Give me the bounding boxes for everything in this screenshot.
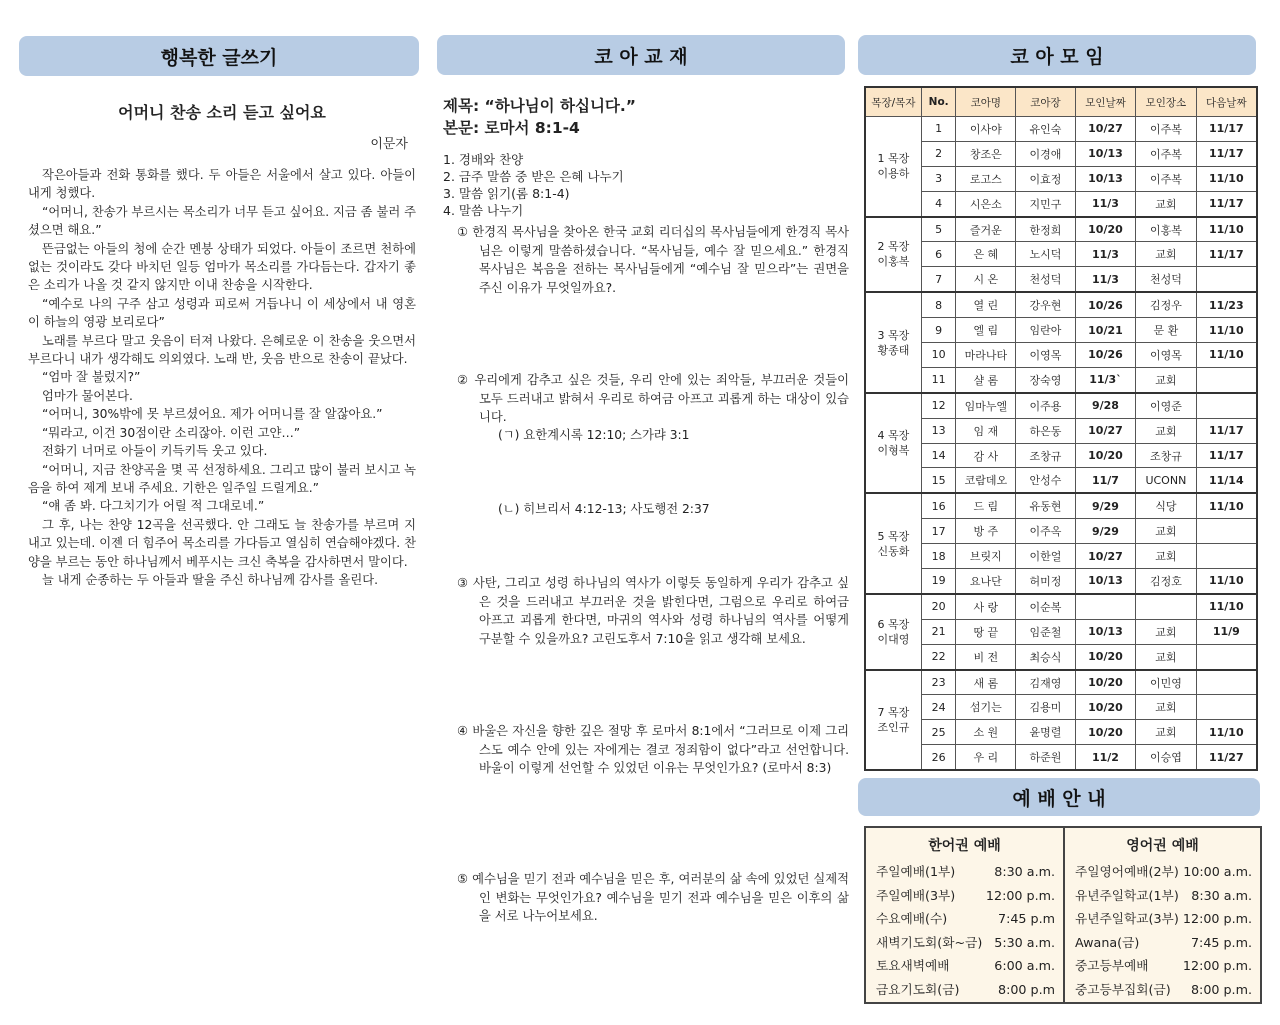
worship-time: 8:30 a.m.	[994, 864, 1055, 879]
col-header: 다음날짜	[1196, 87, 1257, 117]
group-label	[865, 594, 921, 670]
table-cell: 12	[921, 393, 956, 418]
worship-name: 금요기도회(금)	[876, 981, 960, 997]
table-cell: 교회	[1136, 519, 1196, 544]
essay-paragraph: “어머니, 지금 찬양곡을 몇 곡 선정하세요. 그리고 많이 불러 보시고 녹음을 하여 제게 보내 주세요. 기한은 일주일 드릴게요.”	[28, 462, 417, 495]
table-cell: 임준철	[1016, 619, 1076, 644]
lesson-text: 본문: 로마서 8:1-4	[443, 119, 580, 137]
col-header: 모인장소	[1136, 87, 1196, 117]
table-cell: 9/28	[1075, 393, 1135, 418]
table-cell: 이주복	[1136, 117, 1196, 142]
group-leader: 황종태	[877, 343, 910, 357]
worship-name: 새벽기도회(화~금)	[876, 934, 983, 950]
table-cell: 임마누엘	[956, 393, 1016, 418]
table-cell: 허미정	[1016, 569, 1076, 594]
table-cell: 11/10	[1196, 594, 1257, 619]
table-cell: 이민영	[1136, 670, 1196, 695]
table-cell: 22	[921, 644, 956, 669]
material-header: 코 아 교 재	[437, 35, 845, 75]
table-cell: 10/20	[1075, 695, 1135, 720]
worship-row	[866, 907, 1063, 931]
table-cell	[1196, 670, 1257, 695]
meeting-table-wrap	[864, 86, 1258, 771]
worship-name: 중고등부예배	[1075, 958, 1149, 973]
worship-time: 8:00 p.m.	[1190, 981, 1252, 997]
table-cell: 11/17	[1196, 418, 1257, 443]
table-cell: 11/7	[1075, 468, 1135, 493]
table-cell: 이한얼	[1016, 544, 1076, 569]
group-leader: 신동화	[877, 544, 910, 558]
table-cell: 방 주	[956, 519, 1016, 544]
group-name: 5 목장	[877, 529, 910, 543]
table-cell: 10/20	[1075, 644, 1135, 669]
table-cell: 11/10	[1196, 318, 1257, 343]
table-cell: 10/27	[1075, 117, 1135, 142]
table-cell: 9	[921, 318, 956, 343]
table-cell: 브릿지	[956, 544, 1016, 569]
table-cell: 11/3	[1075, 191, 1135, 216]
table-row	[865, 594, 1257, 619]
essay-column	[28, 92, 416, 589]
table-cell: 즐거운	[956, 217, 1016, 242]
table-cell: 11/10	[1196, 720, 1257, 745]
table-cell: 15	[921, 468, 956, 493]
essay-paragraph: 그 후, 나는 찬양 12곡을 선곡했다. 안 그래도 늘 찬송가를 부르며 지내고 있는데. 이젠 더 힘주어 목소리를 가다듬고 열심히 연습해야겠다. 찬양을 부르는 동안 하나님께서 베푸시는 크신 축복을 감사하면서 말이다.	[28, 517, 416, 569]
essay-paragraph: 작은아들과 전화 통화를 했다. 두 아들은 서울에서 살고 있다. 아들이 내게 청했다.	[28, 168, 416, 201]
worship-row	[866, 931, 1063, 955]
table-cell: 이주옥	[1016, 519, 1076, 544]
table-cell: 안성수	[1016, 468, 1076, 493]
col-header: 코아장	[1016, 87, 1076, 117]
table-cell: 10/13	[1075, 166, 1135, 191]
outline-item: 2. 금주 말씀 중 받은 은혜 나누기	[443, 169, 624, 184]
worship-time: 6:00 a.m.	[994, 958, 1055, 973]
worship-time: 8:30 a.m.	[1191, 887, 1252, 903]
table-cell: 11/10	[1196, 569, 1257, 594]
table-cell: 창조은	[956, 141, 1016, 166]
table-cell: 열 린	[956, 292, 1016, 317]
table-cell: 11/14	[1196, 468, 1257, 493]
table-cell: 3	[921, 166, 956, 191]
worship-name: 토요새벽예배	[876, 958, 950, 973]
table-cell: 26	[921, 745, 956, 770]
table-cell: 코람데오	[956, 468, 1016, 493]
worship-row	[866, 978, 1063, 1002]
table-cell: 최승식	[1016, 644, 1076, 669]
worship-time: 8:00 p.m	[998, 981, 1055, 997]
meeting-table	[864, 86, 1258, 771]
group-name: 2 목장	[877, 240, 910, 254]
worship-time: 12:00 p.m.	[1182, 958, 1252, 973]
table-cell: 24	[921, 695, 956, 720]
table-cell: 11/17	[1196, 117, 1257, 142]
outline-item: 3. 말씀 읽기(롬 8:1-4)	[443, 186, 570, 201]
table-cell: 유동현	[1016, 493, 1076, 518]
outline-item: 4. 말씀 나누기	[443, 203, 524, 218]
table-cell: 11/3`	[1075, 367, 1135, 392]
table-cell: 천성덕	[1136, 267, 1196, 292]
table-cell: 11/17	[1196, 191, 1257, 216]
essay-paragraph: 전화기 너머로 아들이 키득키득 웃고 있다.	[42, 444, 268, 459]
table-cell: 이사야	[956, 117, 1016, 142]
worship-name: 유년주일학교(1부)	[1075, 887, 1179, 903]
table-cell: 10/13	[1075, 619, 1135, 644]
table-cell: 1	[921, 117, 956, 142]
table-cell: 18	[921, 544, 956, 569]
table-cell: 13	[921, 418, 956, 443]
table-cell: 11/3	[1075, 242, 1135, 267]
essay-paragraph: 뜬금없는 아들의 청에 순간 멘붕 상태가 되었다. 아들이 조르면 천하에 없는 것이라도 갖다 바치던 일등 엄마가 목소리를 가다듬는다. 갑자기 좋은 소리가 나올 것 같지 않지만 이내 찬송을 시작한다.	[28, 241, 416, 293]
table-row	[865, 191, 1257, 216]
group-name: 4 목장	[877, 429, 910, 443]
table-cell: UCONN	[1136, 468, 1196, 493]
meeting-header: 코 아 모 임	[858, 35, 1256, 75]
table-row	[865, 493, 1257, 518]
essay-paragraph: 엄마가 물어본다.	[42, 388, 133, 403]
essay-paragraph: “예수로 나의 구주 삼고 성령과 피로써 거듭나니 이 세상에서 내 영혼이 하늘의 영광 보리로다”	[28, 296, 416, 330]
worship-name: 수요예배(수)	[876, 911, 948, 926]
table-cell: 8	[921, 292, 956, 317]
table-row	[865, 695, 1257, 720]
table-cell: 지민구	[1016, 191, 1076, 216]
question-4: ④ 바울은 자신을 향한 깊은 절망 후 로마서 8:1에서 “그러므로 이제 그리스도 예수 안에 있는 자에게는 결코 정죄함이 없다”라고 선언합니다. 바울이 이렇게 선언할 수 있었던 이유는 무엇인가요? (로마서 8:3)	[457, 724, 849, 776]
table-row	[865, 443, 1257, 468]
table-cell: 16	[921, 493, 956, 518]
table-cell: 이승엽	[1136, 745, 1196, 770]
group-label	[865, 217, 921, 293]
group-name: 7 목장	[877, 705, 910, 719]
table-row	[865, 367, 1257, 392]
group-label	[865, 117, 921, 217]
table-cell: 17	[921, 519, 956, 544]
worship-schedule	[864, 826, 1262, 1004]
table-cell: 임 재	[956, 418, 1016, 443]
korean-worship	[866, 828, 1065, 1002]
essay-paragraph: “어머니, 찬송가 부르시는 목소리가 너무 듣고 싶어요. 지금 좀 불러 주셨으면 해요.”	[28, 204, 417, 238]
table-cell: 5	[921, 217, 956, 242]
table-cell: 교회	[1136, 544, 1196, 569]
table-cell	[1136, 594, 1196, 619]
table-row	[865, 141, 1257, 166]
english-worship	[1065, 828, 1260, 1002]
essay-title: 어머니 찬송 소리 듣고 싶어요	[118, 103, 326, 122]
table-row	[865, 544, 1257, 569]
group-label	[865, 493, 921, 594]
worship-row	[1065, 907, 1260, 931]
table-cell: 10	[921, 343, 956, 368]
table-cell: 2	[921, 141, 956, 166]
worship-header: 예 배 안 내	[858, 778, 1260, 816]
group-leader: 이대영	[877, 632, 910, 646]
table-row	[865, 644, 1257, 669]
table-cell: 10/20	[1075, 670, 1135, 695]
table-cell: 문 환	[1136, 318, 1196, 343]
table-cell: 김재영	[1016, 670, 1076, 695]
table-cell: 하준원	[1016, 745, 1076, 770]
table-cell	[1196, 544, 1257, 569]
table-row	[865, 519, 1257, 544]
table-row	[865, 619, 1257, 644]
table-cell: 20	[921, 594, 956, 619]
group-label	[865, 393, 921, 494]
table-cell: 11	[921, 367, 956, 392]
table-cell: 교회	[1136, 418, 1196, 443]
outline-item: 1. 경배와 찬양	[443, 152, 524, 167]
question-2-ref-a: (ㄱ) 요한계시록 12:10; 스가랴 3:1	[498, 428, 690, 442]
table-cell: 우 리	[956, 745, 1016, 770]
table-cell: 마라나타	[956, 343, 1016, 368]
table-cell: 11/27	[1196, 745, 1257, 770]
worship-time: 12:00 p.m.	[1182, 911, 1252, 926]
table-cell: 장숙영	[1016, 367, 1076, 392]
table-row	[865, 318, 1257, 343]
col-header: 모인날짜	[1075, 87, 1135, 117]
question-2: ② 우리에게 감추고 싶은 것들, 우리 안에 있는 죄악들, 부끄러운 것들이 모두 드러내고 밝혀서 우리로 하여금 아프고 괴롭게 하는 대상이 있습니다.	[457, 373, 849, 425]
table-cell: 9/29	[1075, 519, 1135, 544]
table-cell: 샬 롬	[956, 367, 1016, 392]
table-row	[865, 745, 1257, 770]
group-label	[865, 670, 921, 771]
table-cell	[1196, 519, 1257, 544]
worship-row	[1065, 860, 1260, 884]
table-cell: 10/20	[1075, 720, 1135, 745]
table-row	[865, 292, 1257, 317]
table-cell: 소 원	[956, 720, 1016, 745]
table-cell: 유인숙	[1016, 117, 1076, 142]
table-row	[865, 343, 1257, 368]
worship-time: 12:00 p.m.	[985, 887, 1055, 903]
table-cell: 10/26	[1075, 343, 1135, 368]
table-cell: 이주복	[1136, 141, 1196, 166]
table-cell: 강우현	[1016, 292, 1076, 317]
worship-time: 5:30 a.m.	[994, 934, 1055, 950]
table-cell: 시은소	[956, 191, 1016, 216]
group-leader: 조인규	[877, 720, 910, 734]
lesson-outline	[443, 151, 848, 219]
group-name: 3 목장	[877, 328, 910, 342]
table-cell: 교회	[1136, 367, 1196, 392]
table-cell: 이순복	[1016, 594, 1076, 619]
question-1: ① 한경직 목사님을 찾아온 한국 교회 리더십의 목사님들에게 한경직 목사님은 이렇게 말씀하셨습니다. “목사님들, 예수 잘 믿으세요.” 한경직 목사님은 복음을 전하는 목사님들에게 “예수님 잘 믿으라”는 권면을 주신 이유가 무엇일까요?.	[457, 225, 849, 295]
table-cell: 10/27	[1075, 418, 1135, 443]
table-cell: 하은동	[1016, 418, 1076, 443]
question-2-ref-b: (ㄴ) 히브리서 4:12-13; 사도행전 2:37	[498, 502, 710, 516]
worship-row	[1065, 978, 1260, 1002]
table-row	[865, 242, 1257, 267]
table-cell: 시 온	[956, 267, 1016, 292]
worship-row	[866, 954, 1063, 978]
lesson-title: 제목: “하나님이 하십니다.”	[443, 97, 636, 115]
worship-row	[1065, 954, 1260, 978]
table-cell: 11/17	[1196, 443, 1257, 468]
essay-paragraph: “얘 좀 봐. 다그치기가 어릴 적 그대로네.”	[42, 499, 265, 514]
worship-name: 유년주일학교(3부)	[1075, 911, 1179, 926]
table-cell: 감 사	[956, 443, 1016, 468]
worship-time: 7:45 p.m	[998, 911, 1055, 926]
essay-author: 이문자	[370, 137, 408, 152]
table-cell: 이주용	[1016, 393, 1076, 418]
essay-paragraph: “뭐라고, 이건 30점이란 소리잖아. 이런 고얀…”	[42, 425, 301, 440]
table-row	[865, 166, 1257, 191]
table-cell: 교회	[1136, 191, 1196, 216]
table-cell: 23	[921, 670, 956, 695]
table-cell: 교회	[1136, 644, 1196, 669]
essay-paragraph: “어머니, 30%밖에 못 부르셨어요. 제가 어머니를 잘 알잖아요.”	[42, 407, 383, 422]
table-cell: 11/3	[1075, 267, 1135, 292]
table-cell: 19	[921, 569, 956, 594]
table-cell: 은 혜	[956, 242, 1016, 267]
table-cell	[1196, 267, 1257, 292]
english-worship-title: 영어권 예배	[1126, 838, 1199, 854]
group-leader: 이형복	[877, 444, 910, 458]
table-cell: 교회	[1136, 242, 1196, 267]
table-cell: 임란아	[1016, 318, 1076, 343]
table-cell: 교회	[1136, 720, 1196, 745]
table-cell: 10/26	[1075, 292, 1135, 317]
table-cell: 10/27	[1075, 544, 1135, 569]
table-cell: 교회	[1136, 695, 1196, 720]
table-cell: 김정우	[1136, 292, 1196, 317]
table-header-row	[865, 87, 1257, 117]
worship-row	[866, 860, 1063, 884]
table-cell: 이경애	[1016, 141, 1076, 166]
table-cell: 11/10	[1196, 166, 1257, 191]
table-cell: 10/13	[1075, 569, 1135, 594]
table-cell: 이영준	[1136, 393, 1196, 418]
table-row	[865, 569, 1257, 594]
table-cell	[1196, 393, 1257, 418]
table-cell	[1196, 367, 1257, 392]
table-cell: 11/17	[1196, 141, 1257, 166]
table-cell: 이영목	[1136, 343, 1196, 368]
group-leader: 이홍복	[877, 255, 910, 269]
table-cell: 노시덕	[1016, 242, 1076, 267]
table-cell: 이주복	[1136, 166, 1196, 191]
essay-paragraph: “엄마 잘 불렀지?”	[42, 370, 141, 385]
worship-row	[866, 884, 1063, 908]
group-name: 6 목장	[877, 617, 910, 631]
worship-row	[1065, 931, 1260, 955]
group-label	[865, 292, 921, 393]
essay-body	[28, 166, 416, 589]
table-cell	[1196, 644, 1257, 669]
table-cell: 새 롬	[956, 670, 1016, 695]
table-cell: 요나단	[956, 569, 1016, 594]
worship-row	[1065, 884, 1260, 908]
table-cell: 10/20	[1075, 443, 1135, 468]
table-row	[865, 468, 1257, 493]
worship-name: 주일예배(1부)	[876, 864, 956, 879]
table-row	[865, 267, 1257, 292]
table-cell	[1196, 695, 1257, 720]
table-cell: 11/9	[1196, 619, 1257, 644]
table-cell: 10/20	[1075, 217, 1135, 242]
table-cell: 윤명렬	[1016, 720, 1076, 745]
table-cell: 로고스	[956, 166, 1016, 191]
table-cell: 사 랑	[956, 594, 1016, 619]
table-cell: 이효정	[1016, 166, 1076, 191]
table-cell: 식당	[1136, 493, 1196, 518]
essay-paragraph: 노래를 부르다 말고 웃음이 터져 나왔다. 은혜로운 이 찬송을 웃으면서 부르다니 내가 생각해도 의외였다. 노래 반, 웃음 반으로 찬송이 끝났다.	[28, 333, 416, 367]
col-header: 목장/목자	[865, 87, 921, 117]
table-cell	[1075, 594, 1135, 619]
worship-time: 7:45 p.m.	[1190, 934, 1252, 950]
question-3: ③ 사탄, 그리고 성령 하나님의 역사가 이렇듯 동일하게 우리가 감추고 싶은 것을 드러내고 부끄러운 것을 밝힌다면, 그럼으로 우리로 하여금 아프고 괴롭게 한다면, 마귀의 역사와 성령 하나님의 역사를 어떻게 구분할 수 있을까요? 고린도후서 7:10을 읽고 생각해 보세요.	[457, 576, 849, 646]
table-row	[865, 217, 1257, 242]
table-cell: 10/21	[1075, 318, 1135, 343]
worship-time: 10:00 a.m.	[1183, 864, 1252, 879]
writing-header: 행복한 글쓰기	[19, 36, 419, 76]
essay-paragraph: 늘 내게 순종하는 두 아들과 딸을 주신 하나님께 감사를 올린다.	[42, 572, 379, 587]
table-cell: 땅 끝	[956, 619, 1016, 644]
table-cell: 11/10	[1196, 217, 1257, 242]
table-cell: 비 전	[956, 644, 1016, 669]
col-header: 코아명	[956, 87, 1016, 117]
table-cell: 21	[921, 619, 956, 644]
table-row	[865, 418, 1257, 443]
table-row	[865, 117, 1257, 142]
table-cell: 한정희	[1016, 217, 1076, 242]
table-cell: 6	[921, 242, 956, 267]
table-cell: 조창규	[1136, 443, 1196, 468]
table-cell: 11/2	[1075, 745, 1135, 770]
table-cell: 9/29	[1075, 493, 1135, 518]
table-cell: 교회	[1136, 619, 1196, 644]
question-5: ⑤ 예수님을 믿기 전과 예수님을 믿은 후, 여러분의 삶 속에 있었던 실제적인 변화는 무엇인가요? 예수님을 믿기 전과 예수님을 믿은 이후의 삶을 서로 나누어보세요.	[457, 872, 849, 924]
table-cell: 이홍복	[1136, 217, 1196, 242]
table-cell: 드 림	[956, 493, 1016, 518]
lesson-column	[443, 95, 848, 955]
group-leader: 이용하	[877, 167, 910, 181]
korean-worship-title: 한어권 예배	[928, 838, 1001, 854]
table-row	[865, 393, 1257, 418]
table-row	[865, 720, 1257, 745]
table-cell: 조창규	[1016, 443, 1076, 468]
table-cell: 김정호	[1136, 569, 1196, 594]
table-cell: 4	[921, 191, 956, 216]
table-cell: 11/23	[1196, 292, 1257, 317]
worship-name: Awana(금)	[1075, 934, 1140, 950]
worship-name: 주일예배(3부)	[876, 887, 956, 903]
table-cell: 11/10	[1196, 493, 1257, 518]
table-cell: 이영목	[1016, 343, 1076, 368]
table-cell: 김용미	[1016, 695, 1076, 720]
col-header: No.	[921, 87, 956, 117]
table-cell: 11/10	[1196, 343, 1257, 368]
table-cell: 11/17	[1196, 242, 1257, 267]
table-cell: 엘 림	[956, 318, 1016, 343]
worship-name: 주일영어예배(2부)	[1075, 864, 1179, 879]
table-row	[865, 670, 1257, 695]
table-cell: 10/13	[1075, 141, 1135, 166]
table-cell: 섬기는	[956, 695, 1016, 720]
table-cell: 25	[921, 720, 956, 745]
table-cell: 14	[921, 443, 956, 468]
table-cell: 7	[921, 267, 956, 292]
table-cell: 천성덕	[1016, 267, 1076, 292]
worship-name: 중고등부집회(금)	[1075, 981, 1171, 997]
group-name: 1 목장	[877, 152, 910, 166]
